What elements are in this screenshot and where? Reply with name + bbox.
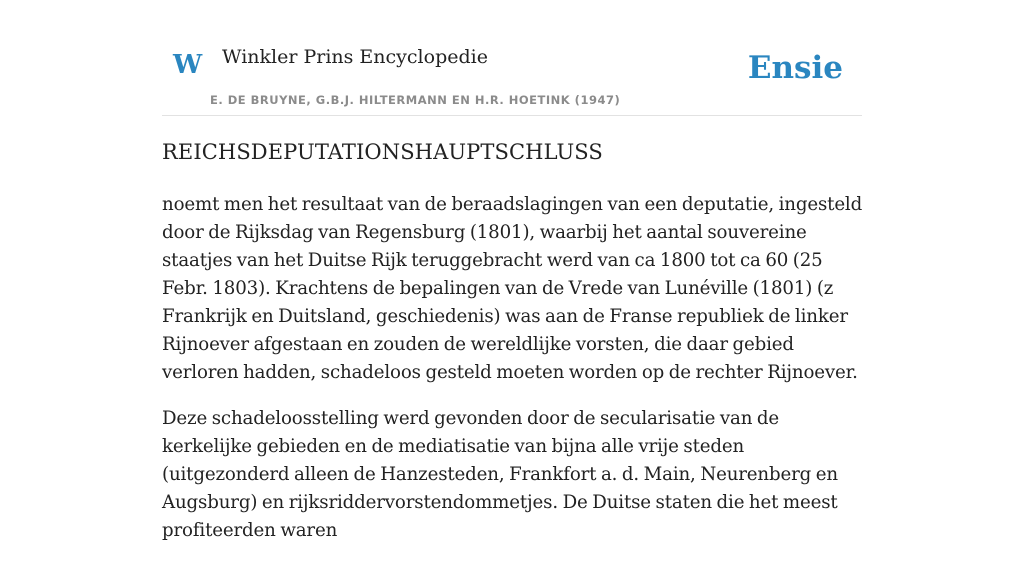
winkler-prins-logo[interactable]: W bbox=[173, 50, 203, 80]
ensie-logo[interactable]: Ensie bbox=[747, 50, 843, 86]
source-authors: E. DE BRUYNE, G.B.J. HILTERMANN EN H.R. HOETINK (1947) bbox=[210, 93, 621, 107]
source-title[interactable]: Winkler Prins Encyclopedie bbox=[222, 46, 488, 68]
header bbox=[162, 40, 862, 116]
article-paragraph: noemt men het resultaat van de beraadslagingen van een deputatie, ingesteld door de Rijksdag van Regensburg (1801), waarbij het aantal souvereine staatjes van het Duitse Rijk teruggebracht werd van ca 1800 tot ca 60 (25 Febr. 1803). Krachtens de bepalingen van de Vrede van Lunéville (1801) (z Frankrijk en Duitsland, geschiedenis) was aan de Franse republiek de linker Rijnoever afgestaan en zouden de wereldlijke vorsten, die daar gebied verloren hadden, schadeloos gesteld moeten worden op de rechter Rijnoever. bbox=[162, 194, 863, 384]
article-paragraph: Deze schadeloosstelling werd gevonden door de secularisatie van de kerkelijke gebieden en de mediatisatie van bijna alle vrije steden (uitgezonderd alleen de Hanzesteden, Frankfort a. d. Main, Neurenberg en Augsburg) en rijksriddervorstendommetjes. De Duitse staten die het meest profiteerden waren bbox=[162, 408, 838, 542]
article bbox=[162, 138, 867, 563]
article-title: REICHSDEPUTATIONSHAUPTSCHLUSS bbox=[162, 140, 603, 164]
